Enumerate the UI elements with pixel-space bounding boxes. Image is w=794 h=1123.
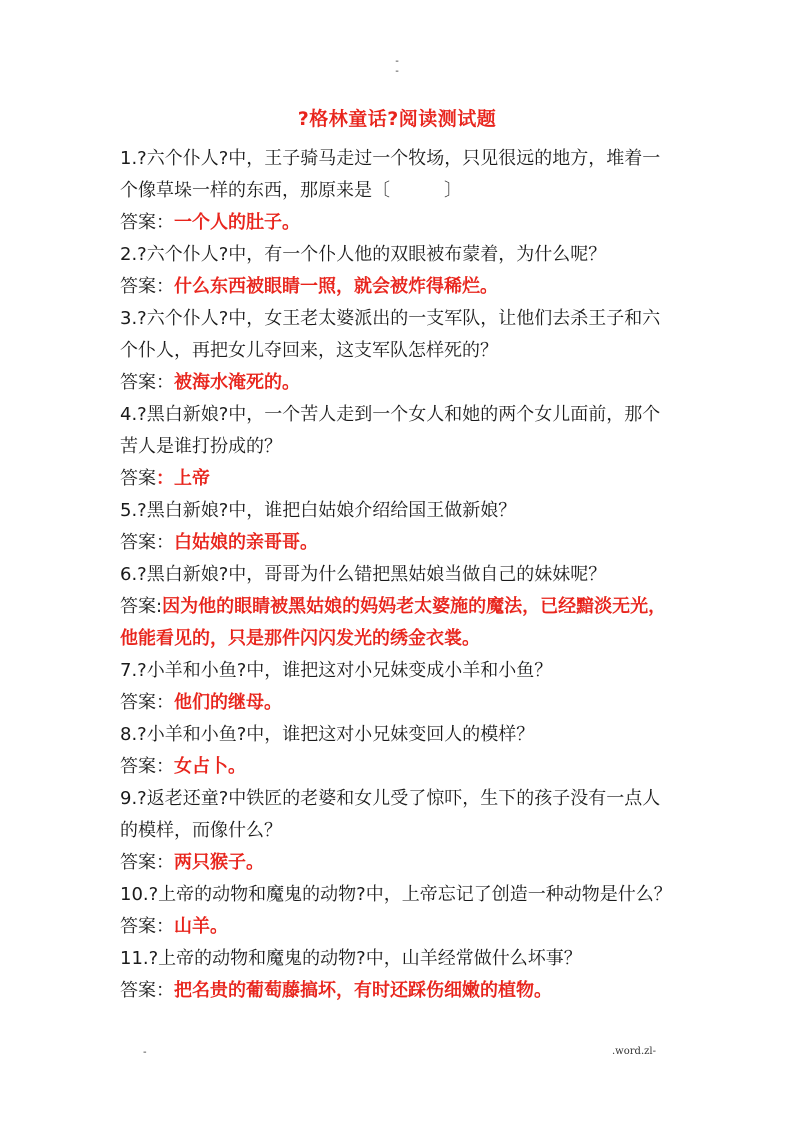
question-text: 5.?黑白新娘?中，谁把白姑娘介绍给国王做新娘？ — [120, 500, 517, 521]
answer-line — [120, 751, 685, 783]
answer-text: 山羊。 — [174, 916, 228, 937]
question-line — [120, 303, 685, 335]
answer-text: 女占卜。 — [174, 756, 246, 777]
question-line — [120, 431, 685, 463]
question-text: 6.?黑白新娘?中，哥哥为什么错把黑姑娘当做自己的妹妹呢？ — [120, 564, 607, 585]
question-line — [120, 719, 685, 751]
footer-right-mark: .word.zl- — [612, 1046, 656, 1057]
answer-label: 答案： — [120, 372, 174, 393]
answer-text: 他们的继母。 — [174, 692, 282, 713]
question-line — [120, 495, 685, 527]
answer-line — [120, 687, 685, 719]
question-line — [120, 335, 685, 367]
answer-text: 被海水淹死的。 — [174, 372, 300, 393]
question-line — [120, 943, 685, 975]
answer-line — [120, 463, 685, 495]
answer-text: ：上帝 — [156, 468, 210, 489]
answer-label: 答案： — [120, 212, 174, 233]
answer-text: 两只猴子。 — [174, 852, 264, 873]
question-line — [120, 815, 685, 847]
answer-line — [120, 623, 685, 655]
answer-text: 一个人的肚子。 — [174, 212, 300, 233]
question-list — [120, 143, 685, 1007]
header-mark-bottom: - — [395, 66, 399, 77]
answer-line — [120, 271, 685, 303]
question-line — [120, 559, 685, 591]
answer-line — [120, 591, 685, 623]
answer-line — [120, 527, 685, 559]
answer-label: 答案 — [120, 468, 156, 489]
question-text: 苦人是谁打扮成的？ — [120, 436, 282, 457]
question-line — [120, 655, 685, 687]
answer-label: 答案： — [120, 276, 174, 297]
question-text: 个仆人，再把女儿夺回来，这支军队怎样死的？ — [120, 340, 498, 361]
page-title: ?格林童话?阅读测试题 — [297, 108, 497, 130]
header-mark — [0, 57, 794, 77]
question-line — [120, 239, 685, 271]
question-text: 9.?返老还童?中铁匠的老婆和女儿受了惊吓，生下的孩子没有一点人 — [120, 788, 661, 809]
answer-line — [120, 847, 685, 879]
answer-text: 白姑娘的亲哥哥。 — [174, 532, 318, 553]
question-text: 的模样，而像什么？ — [120, 820, 282, 841]
answer-label: 答案： — [120, 692, 174, 713]
answer-text: 什么东西被眼睛一照，就会被炸得稀烂。 — [174, 276, 498, 297]
question-text: 10.?上帝的动物和魔鬼的动物?中，上帝忘记了创造一种动物是什么？ — [120, 884, 672, 905]
header-mark-top: - — [395, 56, 399, 67]
question-text: 8.?小羊和小鱼?中，谁把这对小兄妹变回人的模样？ — [120, 724, 535, 745]
answer-line — [120, 367, 685, 399]
question-text: 4.?黑白新娘?中，一个苦人走到一个女人和她的两个女儿面前，那个 — [120, 404, 661, 425]
question-text: 个像草垛一样的东西，那原来是〔 〕 — [120, 180, 462, 201]
question-text: 7.?小羊和小鱼?中，谁把这对小兄妹变成小羊和小鱼？ — [120, 660, 553, 681]
answer-text: 他能看见的，只是那件闪闪发光的绣金衣裳。 — [120, 628, 480, 649]
answer-label: 答案： — [120, 532, 174, 553]
question-text: 2.?六个仆人?中，有一个仆人他的双眼被布蒙着，为什么呢？ — [120, 244, 607, 265]
question-line — [120, 879, 685, 911]
question-text: 3.?六个仆人?中，女王老太婆派出的一支军队，让他们去杀王子和六 — [120, 308, 661, 329]
footer-left-mark: - — [143, 1047, 147, 1058]
question-line — [120, 399, 685, 431]
answer-label: 答案： — [120, 916, 174, 937]
answer-label: 答案： — [120, 980, 174, 1001]
question-line — [120, 175, 685, 207]
answer-line — [120, 911, 685, 943]
question-line — [120, 783, 685, 815]
question-text: 1.?六个仆人?中，王子骑马走过一个牧场，只见很远的地方，堆着一 — [120, 148, 661, 169]
answer-line — [120, 975, 685, 1007]
question-text: 11.?上帝的动物和魔鬼的动物?中，山羊经常做什么坏事？ — [120, 948, 582, 969]
answer-label: 答案： — [120, 756, 174, 777]
answer-label: 答案: — [120, 596, 163, 617]
answer-label: 答案： — [120, 852, 174, 873]
answer-text: 把名贵的葡萄藤搞坏，有时还踩伤细嫩的植物。 — [174, 980, 552, 1001]
answer-text: 因为他的眼睛被黑姑娘的妈妈老太婆施的魔法，已经黯淡无光， — [162, 596, 667, 617]
question-line — [120, 143, 685, 175]
answer-line — [120, 207, 685, 239]
